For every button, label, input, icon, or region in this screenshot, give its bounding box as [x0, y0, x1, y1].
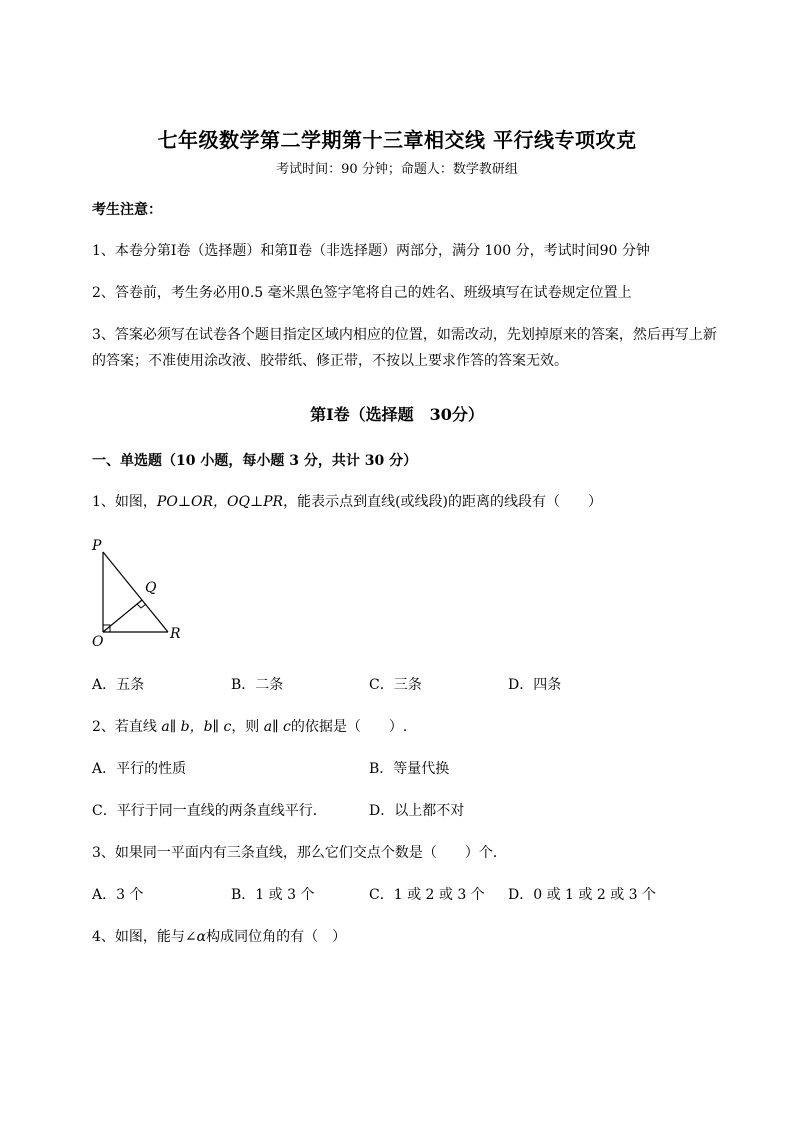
q2-option-b[interactable]: B．等量代换: [369, 761, 450, 777]
question-2-stem: [92, 718, 407, 736]
question-1-stem: [92, 493, 602, 511]
q1-math: PO⊥OR，OQ⊥PR: [156, 494, 284, 510]
label-q: Q: [145, 580, 157, 596]
q1-option-a[interactable]: A．五条: [92, 677, 145, 693]
q2-suffix: 的依据是（ ）.: [290, 719, 408, 735]
q1-option-b[interactable]: B．二条: [231, 677, 284, 693]
q1-option-c[interactable]: C．三条: [369, 677, 422, 693]
q4-suffix: 构成同位角的有（ ）: [206, 929, 347, 945]
notice-item-1: 1、本卷分第Ⅰ卷（选择题）和第Ⅱ卷（非选择题）两部分，满分 100 分，考试时间90 分钟: [92, 243, 650, 259]
q3-option-a[interactable]: A．3 个: [92, 887, 144, 903]
q2-option-d[interactable]: D．以上都不对: [369, 803, 465, 819]
label-p: P: [92, 538, 102, 554]
question-4-stem: [92, 928, 346, 946]
exam-info: 考试时间：90 分钟；命题人：数学教研组: [276, 162, 518, 177]
label-r: R: [170, 626, 181, 642]
q2-math-2: a∥ c: [263, 719, 291, 735]
notice-item-2: 2、答卷前，考生务必用0.5 毫米黑色签字笔将自己的姓名、班级填写在试卷规定位置上: [92, 285, 632, 301]
notice-item-3: 3、答案必须写在试卷各个题目指定区域内相应的位置，如需改动，先划掉原来的答案，然后再写上新: [92, 327, 717, 343]
q3-option-c[interactable]: C．1 或 2 或 3 个: [369, 887, 485, 903]
q2-prefix: 2、若直线: [92, 719, 162, 735]
q2-mid: ，则: [231, 719, 264, 735]
q3-option-d[interactable]: D．0 或 1 或 2 或 3 个: [508, 887, 657, 903]
q2-option-a[interactable]: A．平行的性质: [92, 761, 187, 777]
q4-math: ∠α: [184, 929, 207, 945]
triangle-figure: [86, 532, 196, 652]
question-3-stem: 3、如果同一平面内有三条直线，那么它们交点个数是（ ）个．: [92, 845, 507, 861]
q2-math: a∥ b，b∥ c: [161, 719, 232, 735]
page-title: 七年级数学第二学期第十三章相交线 平行线专项攻克: [157, 128, 637, 152]
q1-suffix: ，能表示点到直线(或线段)的距离的线段有（ ）: [283, 494, 603, 510]
q4-prefix: 4、如图，能与: [92, 929, 185, 945]
q2-option-c[interactable]: C．平行于同一直线的两条直线平行．: [92, 803, 327, 819]
q3-option-b[interactable]: B．1 或 3 个: [231, 887, 315, 903]
notice-heading: 考生注意：: [92, 202, 162, 218]
q1-option-d[interactable]: D．四条: [508, 677, 562, 693]
notice-item-3-cont: 的答案；不准使用涂改液、胶带纸、修正带，不按以上要求作答的答案无效。: [92, 353, 568, 369]
label-o: O: [92, 634, 104, 650]
q1-prefix: 1、如图，: [92, 494, 157, 510]
section-title: 第Ⅰ卷（选择题 30分）: [310, 405, 484, 424]
part-heading: 一、单选题（10 小题，每小题 3 分，共计 30 分）: [92, 453, 418, 469]
